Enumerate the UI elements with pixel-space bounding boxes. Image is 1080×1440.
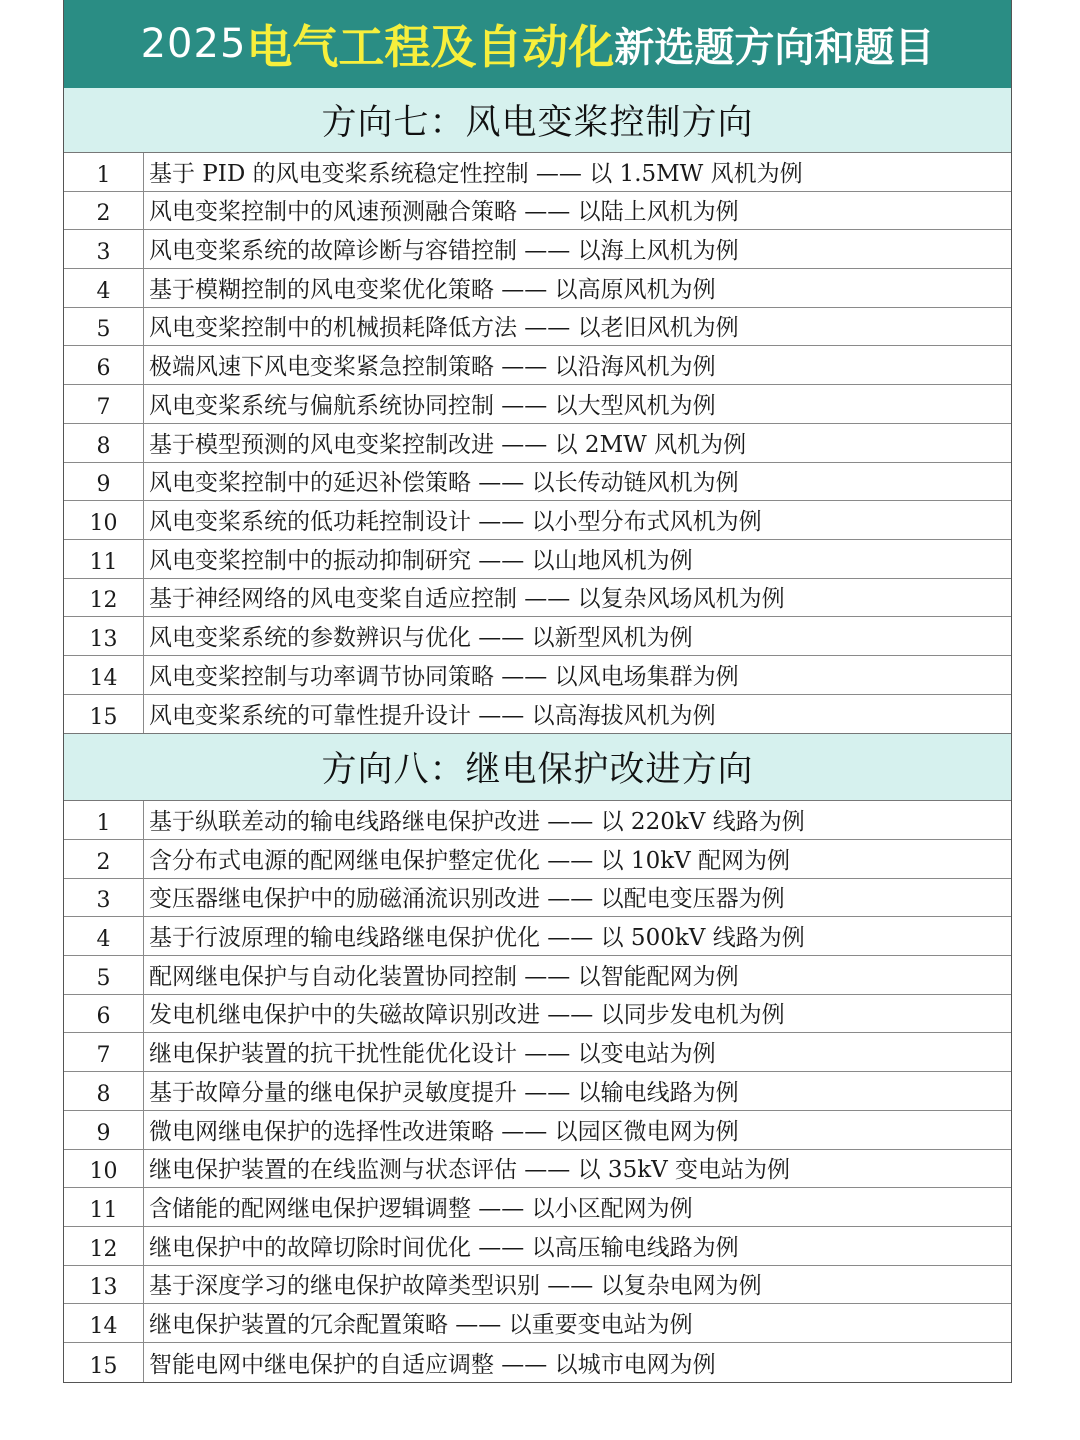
row-topic: 风电变桨控制中的振动抑制研究 —— 以山地风机为例 — [149, 547, 693, 574]
row-number: 12 — [64, 1227, 144, 1265]
row-number: 5 — [64, 956, 144, 994]
row-topic: 继电保护装置的冗余配置策略 —— 以重要变电站为例 — [149, 1311, 693, 1338]
row-topic: 风电变桨系统与偏航系统协同控制 —— 以大型风机为例 — [149, 392, 716, 419]
table-row — [64, 617, 1011, 656]
table-row — [64, 995, 1011, 1034]
row-number: 4 — [64, 269, 144, 307]
row-number: 10 — [64, 1150, 144, 1188]
row-number: 15 — [64, 1343, 144, 1382]
title-year: 2025 — [140, 21, 247, 67]
row-topic: 基于行波原理的输电线路继电保护优化 —— 以 500kV 线路为例 — [149, 925, 805, 952]
row-number: 10 — [64, 501, 144, 539]
table-row — [64, 1111, 1011, 1150]
row-topic: 风电变桨系统的参数辨识与优化 —— 以新型风机为例 — [149, 624, 693, 651]
table-row — [64, 1304, 1011, 1343]
section-7-table — [64, 153, 1011, 733]
table-row — [64, 1150, 1011, 1189]
row-topic: 风电变桨控制与功率调节协同策略 —— 以风电场集群为例 — [149, 663, 739, 690]
row-number: 6 — [64, 346, 144, 384]
table-row — [64, 308, 1011, 347]
table-row — [64, 1072, 1011, 1111]
table-row — [64, 1343, 1011, 1382]
row-topic: 基于 PID 的风电变桨系统稳定性控制 —— 以 1.5MW 风机为例 — [149, 160, 803, 187]
row-topic: 基于深度学习的继电保护故障类型识别 —— 以复杂电网为例 — [149, 1273, 762, 1300]
table-row — [64, 1188, 1011, 1227]
table-row — [64, 1227, 1011, 1266]
table-row — [64, 501, 1011, 540]
row-topic: 风电变桨系统的低功耗控制设计 —— 以小型分布式风机为例 — [149, 508, 762, 535]
row-topic: 基于模型预测的风电变桨控制改进 —— 以 2MW 风机为例 — [149, 431, 747, 458]
table-row — [64, 840, 1011, 879]
row-topic: 基于神经网络的风电变桨自适应控制 —— 以复杂风场风机为例 — [149, 586, 785, 613]
row-number: 11 — [64, 1188, 144, 1226]
row-topic: 含分布式电源的配网继电保护整定优化 —— 以 10kV 配网为例 — [149, 847, 791, 874]
row-topic: 风电变桨控制中的机械损耗降低方法 —— 以老旧风机为例 — [149, 315, 739, 342]
row-number: 4 — [64, 917, 144, 955]
table-row — [64, 1266, 1011, 1305]
row-number: 7 — [64, 1033, 144, 1071]
row-number: 9 — [64, 463, 144, 501]
topic-sheet — [63, 0, 1012, 1383]
table-row — [64, 801, 1011, 840]
row-topic: 极端风速下风电变桨紧急控制策略 —— 以沿海风机为例 — [149, 354, 716, 381]
table-row — [64, 153, 1011, 192]
table-row — [64, 917, 1011, 956]
row-number: 11 — [64, 540, 144, 578]
row-topic: 风电变桨控制中的延迟补偿策略 —— 以长传动链风机为例 — [149, 470, 739, 497]
row-number: 13 — [64, 617, 144, 655]
table-row — [64, 579, 1011, 618]
row-topic: 风电变桨控制中的风速预测融合策略 —— 以陆上风机为例 — [149, 199, 739, 226]
row-number: 1 — [64, 801, 144, 839]
table-row — [64, 879, 1011, 918]
row-topic: 继电保护中的故障切除时间优化 —— 以高压输电线路为例 — [149, 1234, 739, 1261]
table-row — [64, 463, 1011, 502]
table-row — [64, 424, 1011, 463]
row-topic: 智能电网中继电保护的自适应调整 —— 以城市电网为例 — [149, 1351, 716, 1378]
table-row — [64, 1033, 1011, 1072]
row-number: 2 — [64, 192, 144, 230]
section-7-title: 方向七：风电变桨控制方向 — [64, 88, 1011, 153]
row-topic: 变压器继电保护中的励磁涌流识别改进 —— 以配电变压器为例 — [149, 886, 785, 913]
table-row — [64, 695, 1011, 734]
page-title — [64, 0, 1011, 88]
row-topic: 风电变桨系统的可靠性提升设计 —— 以高海拔风机为例 — [149, 703, 716, 730]
row-number: 15 — [64, 695, 144, 734]
table-row — [64, 230, 1011, 269]
table-row — [64, 540, 1011, 579]
row-number: 12 — [64, 579, 144, 617]
table-row — [64, 956, 1011, 995]
row-number: 14 — [64, 656, 144, 694]
row-topic: 发电机继电保护中的失磁故障识别改进 —— 以同步发电机为例 — [149, 1002, 785, 1029]
row-topic: 继电保护装置的在线监测与状态评估 —— 以 35kV 变电站为例 — [149, 1157, 791, 1184]
row-number: 5 — [64, 308, 144, 346]
row-number: 13 — [64, 1266, 144, 1304]
table-row — [64, 385, 1011, 424]
table-row — [64, 346, 1011, 385]
row-number: 3 — [64, 230, 144, 268]
row-topic: 含储能的配网继电保护逻辑调整 —— 以小区配网为例 — [149, 1195, 693, 1222]
row-number: 3 — [64, 879, 144, 917]
row-number: 7 — [64, 385, 144, 423]
row-number: 9 — [64, 1111, 144, 1149]
row-topic: 继电保护装置的抗干扰性能优化设计 —— 以变电站为例 — [149, 1041, 716, 1068]
row-topic: 基于故障分量的继电保护灵敏度提升 —— 以输电线路为例 — [149, 1079, 739, 1106]
table-row — [64, 656, 1011, 695]
title-highlight: 电气工程及自动化 — [246, 20, 615, 74]
row-topic: 风电变桨系统的故障诊断与容错控制 —— 以海上风机为例 — [149, 238, 739, 265]
table-row — [64, 269, 1011, 308]
row-topic: 配网继电保护与自动化装置协同控制 —— 以智能配网为例 — [149, 963, 739, 990]
row-number: 8 — [64, 424, 144, 462]
row-number: 6 — [64, 995, 144, 1033]
row-topic: 基于模糊控制的风电变桨优化策略 —— 以高原风机为例 — [149, 276, 716, 303]
row-topic: 基于纵联差动的输电线路继电保护改进 —— 以 220kV 线路为例 — [149, 809, 805, 835]
row-topic: 微电网继电保护的选择性改进策略 —— 以园区微电网为例 — [149, 1118, 739, 1145]
section-8-table — [64, 801, 1011, 1381]
row-number: 14 — [64, 1304, 144, 1342]
row-number: 8 — [64, 1072, 144, 1110]
title-rest: 新选题方向和题目 — [614, 24, 935, 71]
table-row — [64, 192, 1011, 231]
row-number: 1 — [64, 153, 144, 191]
section-8-title: 方向八：继电保护改进方向 — [64, 733, 1011, 801]
row-number: 2 — [64, 840, 144, 878]
